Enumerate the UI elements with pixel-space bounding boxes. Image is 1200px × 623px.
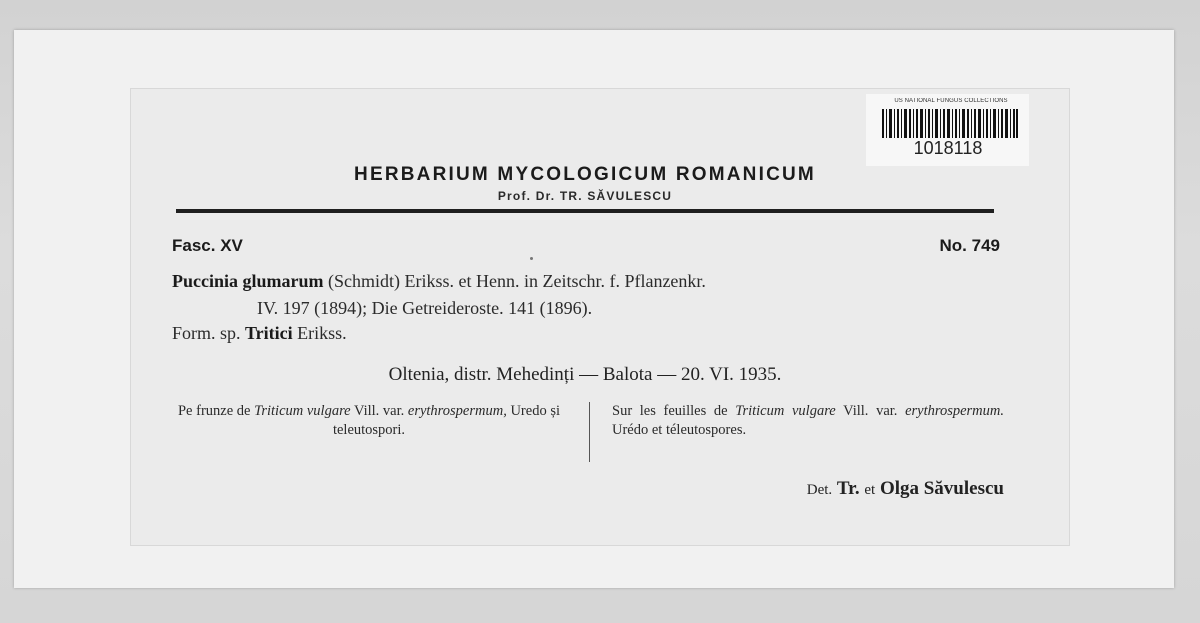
host-ro-mid: Vill. var. — [353, 403, 405, 419]
form-name: Tritici — [245, 323, 293, 343]
host-ro-after: Uredo și teleutospori. — [332, 403, 560, 438]
collection-locality: Oltenia, distr. Mehedinți — Balota — 20. VI. 1935. — [388, 364, 782, 385]
taxon-citation: IV. 197 (1894); Die Getreideroste. 141 (1896). — [257, 298, 593, 318]
det-name: Olga Săvulescu — [879, 478, 1004, 499]
speck-mark — [530, 257, 533, 260]
column-divider — [589, 402, 590, 462]
host-fr-before: Sur les feuilles de — [612, 403, 728, 419]
form-prefix: Form. sp. — [172, 323, 241, 343]
host-fr-variety: erythrospermum. — [905, 403, 1004, 419]
form-author: Erikss. — [297, 323, 347, 343]
host-fr-species: Triticum vulgare — [735, 403, 836, 419]
det-conj: et — [864, 482, 876, 498]
host-note-romanian — [172, 402, 566, 440]
header-rule — [176, 209, 994, 213]
barcode-caption: US NATIONAL FUNGUS COLLECTIONS — [894, 98, 1008, 104]
determiner-line — [807, 478, 1004, 500]
fascicle-label: Fasc. XV — [172, 236, 243, 255]
barcode-icon — [882, 109, 1018, 138]
det-prefix: Det. — [806, 482, 833, 498]
herbarium-title: HERBARIUM MYCOLOGICUM ROMANICUM — [354, 164, 816, 185]
host-ro-species: Triticum vulgare — [254, 403, 351, 419]
taxon-authority: (Schmidt) Erikss. et Henn. in Zeitschr. f. Pflanzenkr. — [328, 271, 706, 291]
host-note-french — [612, 402, 1004, 440]
host-ro-variety: erythrospermum, — [407, 403, 507, 419]
host-fr-after: Urédo et téleutospores. — [612, 422, 747, 438]
det-first: Tr. — [836, 478, 860, 499]
form-line — [172, 323, 347, 344]
taxon-line — [172, 271, 1002, 292]
specimen-number: No. 749 — [939, 236, 1000, 255]
taxon-name: Puccinia glumarum — [172, 271, 324, 291]
host-fr-mid: Vill. var. — [843, 403, 898, 419]
herbarium-editor: Prof. Dr. TR. SĂVULESCU — [497, 189, 673, 203]
catalog-number: 1018118 — [913, 138, 983, 158]
host-ro-before: Pe frunze de — [177, 403, 251, 419]
